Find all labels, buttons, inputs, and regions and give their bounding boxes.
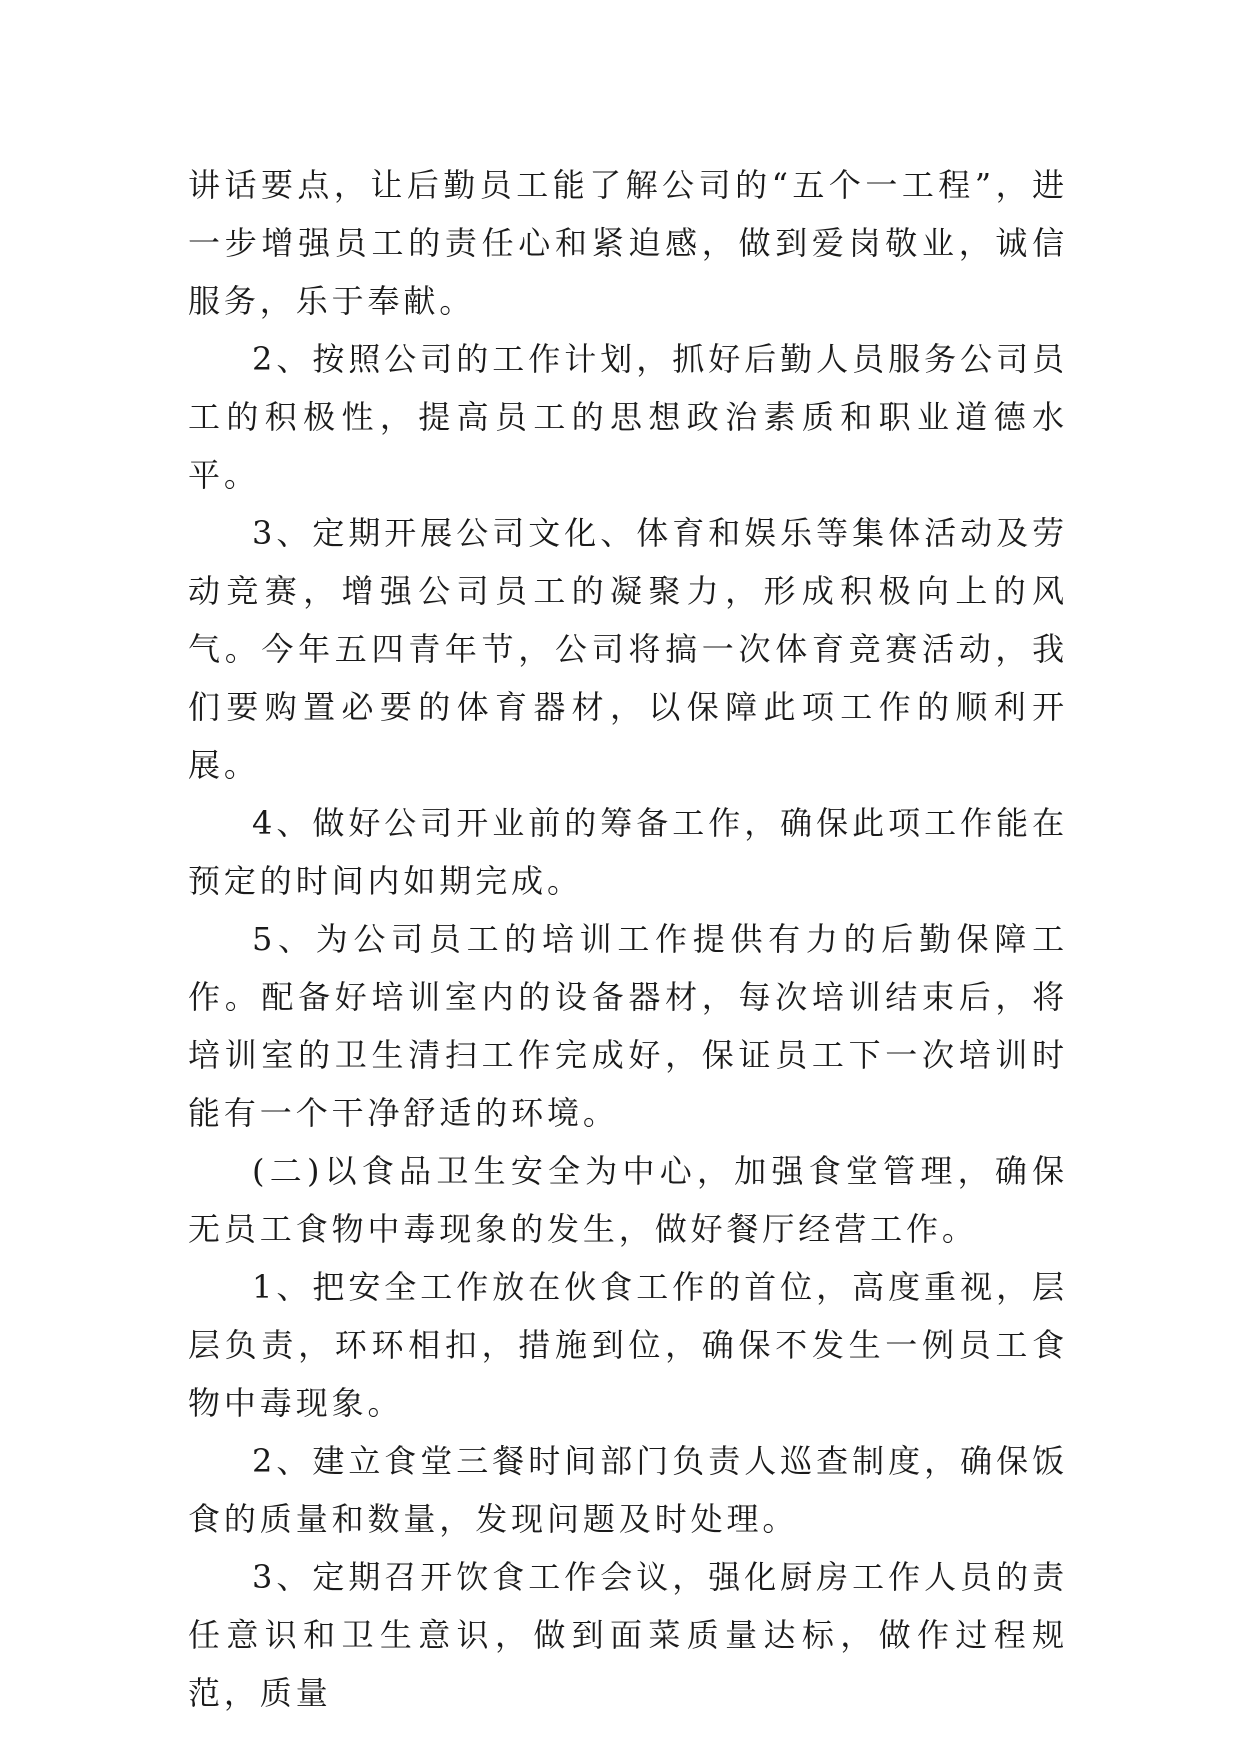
- paragraph-subitem-3: 3、定期召开饮食工作会议，强化厨房工作人员的责任意识和卫生意识，做到面菜质量达标，做作过程规范，质量: [188, 1558, 1068, 1712]
- paragraph-item-3: 3、定期开展公司文化、体育和娱乐等集体活动及劳动竞赛，增强公司员工的凝聚力，形成积极向上的风气。今年五四青年节，公司将搞一次体育竞赛活动，我们要购置必要的体育器材，以保障此项工作的顺利开展。: [188, 514, 1068, 784]
- document-body: [188, 156, 1068, 1722]
- section-heading-two: (二)以食品卫生安全为中心，加强食堂管理，确保无员工食物中毒现象的发生，做好餐厅经营工作。: [188, 1152, 1068, 1248]
- paragraph-item-2: 2、按照公司的工作计划，抓好后勤人员服务公司员工的积极性，提高员工的思想政治素质和职业道德水平。: [188, 340, 1068, 494]
- paragraph-continuation: 讲话要点，让后勤员工能了解公司的“五个一工程”，进一步增强员工的责任心和紧迫感，做到爱岗敬业，诚信服务，乐于奉献。: [188, 166, 1068, 320]
- paragraph-item-5: 5、为公司员工的培训工作提供有力的后勤保障工作。配备好培训室内的设备器材，每次培训结束后，将培训室的卫生清扫工作完成好，保证员工下一次培训时能有一个干净舒适的环境。: [188, 920, 1068, 1132]
- paragraph-subitem-2: 2、建立食堂三餐时间部门负责人巡查制度，确保饭食的质量和数量，发现问题及时处理。: [188, 1442, 1068, 1538]
- paragraph-subitem-1: 1、把安全工作放在伙食工作的首位，高度重视，层层负责，环环相扣，措施到位，确保不发生一例员工食物中毒现象。: [188, 1268, 1068, 1422]
- paragraph-item-4: 4、做好公司开业前的筹备工作，确保此项工作能在预定的时间内如期完成。: [188, 804, 1068, 900]
